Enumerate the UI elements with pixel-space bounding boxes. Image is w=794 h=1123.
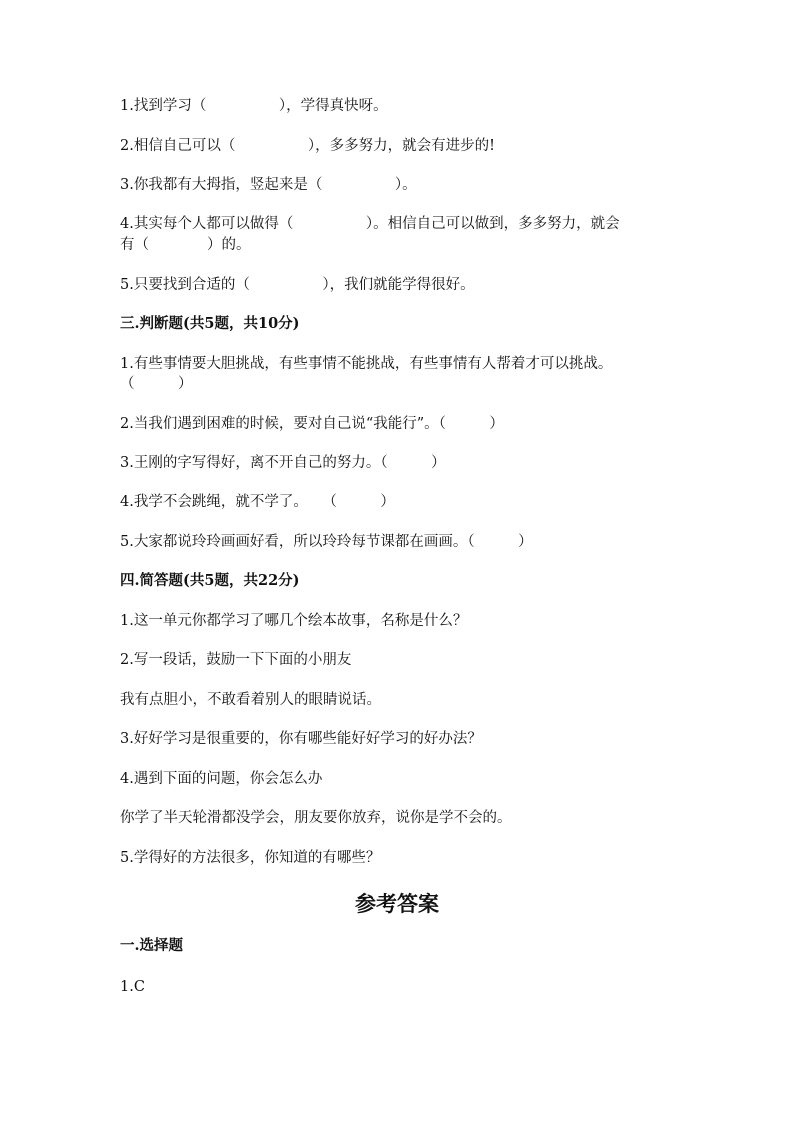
judge-3: 3.王刚的字写得好，离不开自己的努力。（ ） <box>120 455 446 471</box>
fill-blank-2: 2.相信自己可以（ ），多多努力，就会有进步的! <box>120 138 495 154</box>
fill-blank-4: 4.其实每个人都可以做得（ ）。相信自己可以做到，多多努力，就会 <box>120 216 620 232</box>
judge-1-cont: （ ） <box>120 376 193 392</box>
answer-1: 1.C <box>120 979 145 995</box>
fill-blank-1: 1.找到学习（ ），学得真快呀。 <box>120 98 388 114</box>
judge-1: 1.有些事情要大胆挑战，有些事情不能挑战，有些事情有人帮着才可以挑战。 <box>120 356 613 372</box>
short-answer-1: 1.这一单元你都学习了哪几个绘本故事，名称是什么？ <box>120 613 468 629</box>
fill-blank-4-cont: 有（ ）的。 <box>120 237 251 253</box>
short-answer-3: 3.好好学习是很重要的，你有哪些能好好学习的好办法？ <box>120 731 482 747</box>
short-answer-4: 4.遇到下面的问题，你会怎么办 <box>120 771 323 787</box>
section-heading-short-answer: 四.简答题(共5题，共22分) <box>120 572 300 589</box>
short-answer-5: 5.学得好的方法很多，你知道的有哪些？ <box>120 850 381 866</box>
section-heading-judgement: 三.判断题(共5题，共10分) <box>120 315 300 332</box>
answers-title: 参考答案 <box>355 891 439 916</box>
fill-blank-5: 5.只要找到合适的（ ），我们就能学得很好。 <box>120 277 475 293</box>
fill-blank-3: 3.你我都有大拇指，竖起来是（ ）。 <box>120 177 417 193</box>
short-answer-4-detail: 你学了半天轮滑都没学会，朋友要你放弃，说你是学不会的。 <box>120 810 512 826</box>
judge-4: 4.我学不会跳绳，就不学了。 （ ） <box>120 494 395 510</box>
judge-2: 2.当我们遇到困难的时候，要对自己说“我能行”。（ ） <box>120 416 504 432</box>
judge-5: 5.大家都说玲玲画画好看，所以玲玲每节课都在画画。（ ） <box>120 534 533 550</box>
answers-section-heading: 一.选择题 <box>120 937 184 954</box>
short-answer-2-detail: 我有点胆小，不敢看着别人的眼睛说话。 <box>120 692 381 708</box>
short-answer-2: 2.写一段话，鼓励一下下面的小朋友 <box>120 652 352 668</box>
